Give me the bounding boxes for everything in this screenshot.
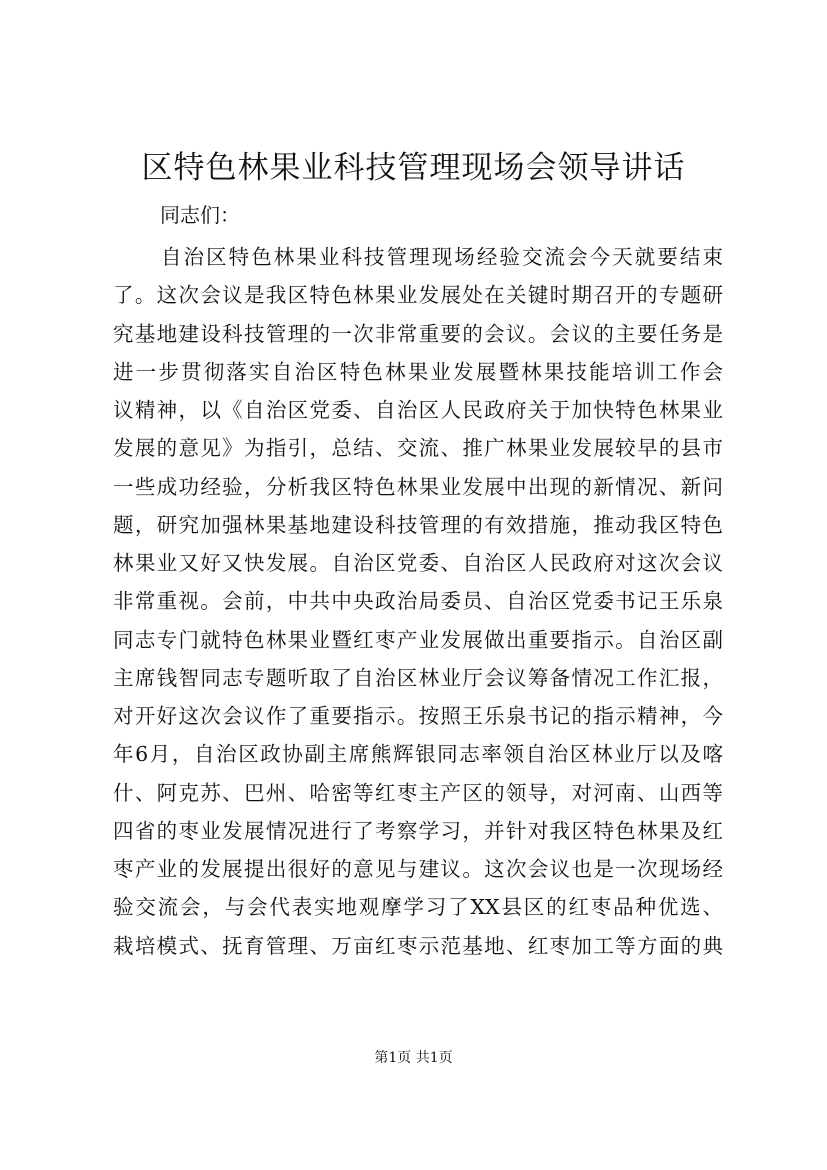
paragraph-line: 进一步贯彻落实自治区特色林果业发展暨林果技能培训工作会 [113, 359, 723, 384]
paragraph-line: 同志专门就特色林果业暨红枣产业发展做出重要指示。自治区副 [113, 627, 723, 652]
paragraph-line: 非常重视。会前，中共中央政治局委员、自治区党委书记王乐泉 [113, 589, 723, 614]
paragraph-line: 主席钱智同志专题听取了自治区林业厅会议筹备情况工作汇报， [113, 665, 723, 690]
document-title: 区特色林果业科技管理现场会领导讲话 [141, 150, 686, 186]
paragraph-line: 林果业又好又快发展。自治区党委、自治区人民政府对这次会议 [113, 551, 723, 575]
paragraph-line: 什、阿克苏、巴州、哈密等红枣主产区的领导，对河南、山西等 [113, 780, 723, 805]
paragraph-line: 题，研究加强林果基地建设科技管理的有效措施，推动我区特色 [113, 512, 723, 537]
body-paragraph [113, 238, 723, 965]
paragraph-line: 四省的枣业发展情况进行了考察学习，并针对我区特色林果及红 [113, 818, 723, 843]
salutation: 同志们： [160, 203, 240, 227]
paragraph-line: 了。这次会议是我区特色林果业发展处在关键时期召开的专题研 [113, 283, 723, 308]
paragraph-line: 一些成功经验，分析我区特色林果业发展中出现的新情况、新问 [113, 474, 723, 499]
paragraph-line: 自治区特色林果业科技管理现场经验交流会今天就要结束 [161, 245, 723, 269]
paragraph-line: 究基地建设科技管理的一次非常重要的会议。会议的主要任务是 [113, 321, 723, 346]
page-footer: 第1页 共1页 [374, 1050, 453, 1066]
paragraph-line: 议精神，以《自治区党委、自治区人民政府关于加快特色林果业 [113, 398, 723, 422]
paragraph-line: 对开好这次会议作了重要指示。按照王乐泉书记的指示精神，今 [113, 704, 723, 728]
paragraph-line: 栽培模式、抚育管理、万亩红枣示范基地、红枣加工等方面的典 [113, 933, 723, 958]
paragraph-line: 发展的意见》为指引，总结、交流、推广林果业发展较早的县市 [113, 436, 723, 461]
paragraph-line: 验交流会，与会代表实地观摩学习了XX县区的红枣品种优选、 [113, 895, 723, 920]
paragraph-line: 枣产业的发展提出很好的意见与建议。这次会议也是一次现场经 [113, 857, 723, 881]
paragraph-line: 年6月，自治区政协副主席熊辉银同志率领自治区林业厅以及喀 [113, 742, 723, 767]
